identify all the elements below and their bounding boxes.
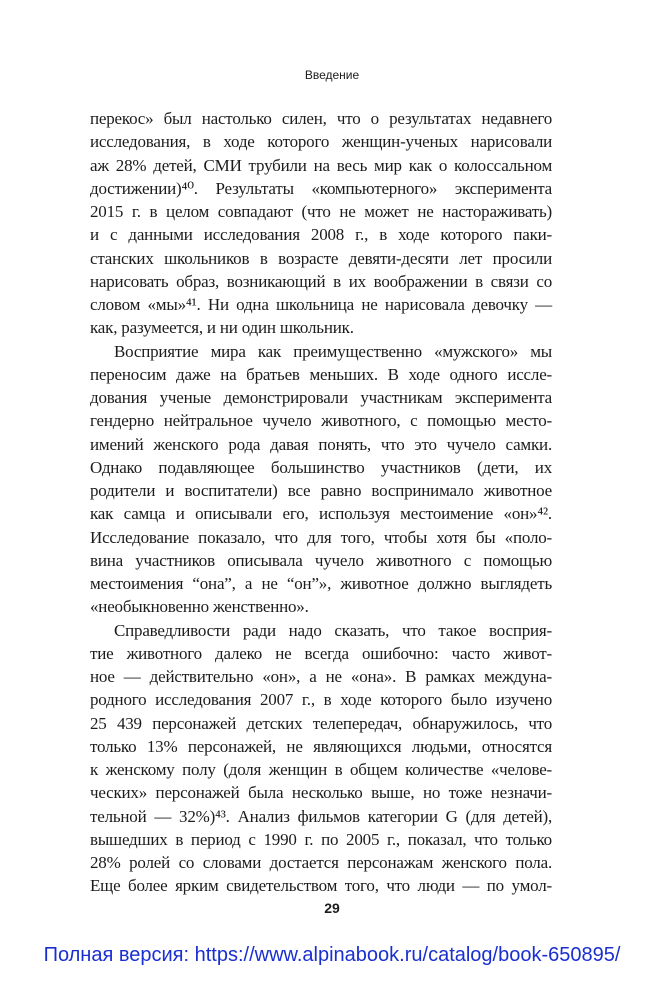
text-line: исследования, в ходе которого женщин-ученых нарисовали	[90, 132, 552, 152]
text-line: имений женского рода давая понять, что это чучело самки.	[90, 434, 552, 454]
text-line: Восприятие мира как преимущественно «мужского» мы	[114, 341, 552, 361]
text-line: 2015 г. в целом совпадают (что не может не настораживать)	[90, 202, 552, 221]
text-line: местоимения “она”, а не “он”», животное должно выглядеть	[90, 574, 552, 593]
text-line: гендерно нейтральное чучело животного, с помощью место-	[90, 411, 552, 431]
text-line: 28% ролей со словами достается персонажам женского пола.	[90, 853, 552, 872]
text-line: дования ученые демонстрировали участникам эксперимента	[90, 388, 552, 407]
text-line: словом «мы»⁴¹. Ни одна школьница не нарисовала девочку —	[90, 295, 552, 314]
text-line: Еще более ярким свидетельством того, что люди — по умол-	[90, 876, 552, 896]
text-line: родители и воспитатели) все равно воспринимало животное	[90, 481, 552, 500]
text-line: нарисовать образ, возникающий в их воображении в связи со	[90, 271, 552, 291]
text-line: вина участников описывала чучело животного с помощью	[90, 550, 552, 570]
text-line: ческих» персонажей была несколько выше, но тоже незначи-	[90, 783, 552, 803]
text-line: достижении)⁴⁰. Результаты «компьютерного» эксперимента	[90, 178, 552, 198]
paragraph-2	[90, 340, 552, 619]
text-line: ное — действительно «он», а не «она». В рамках междуна-	[90, 667, 552, 686]
text-line: только 13% персонажей, не являющихся людьми, относятся	[90, 736, 552, 756]
text-line: к женскому полу (доля женщин в общем количестве «челове-	[90, 760, 552, 779]
full-version-link[interactable]: Полная версия: https://www.alpinabook.ru/catalog/book-650895/	[43, 944, 621, 966]
running-header: Введение	[304, 68, 360, 82]
text-line: и с данными исследования 2008 г., в ходе которого паки-	[90, 225, 552, 245]
text-line: Справедливости ради надо сказать, что такое восприя-	[114, 620, 552, 640]
text-line: «необыкновенно женственно».	[90, 597, 309, 617]
text-line: вышедших в период с 1990 г. по 2005 г., показал, что только	[90, 829, 552, 849]
text-line: тие животного далеко не всегда ошибочно: часто живот-	[90, 643, 552, 663]
text-line: станских школьников в возрасте девяти-десяти лет просили	[90, 248, 552, 268]
text-line: как самца и описывали его, используя местоимение «он»⁴².	[90, 504, 552, 524]
text-line: Исследование показало, что для того, чтобы хотя бы «поло-	[90, 527, 552, 547]
text-line: 25 439 персонажей детских телепередач, обнаружилось, что	[90, 713, 552, 733]
text-line: перекос» был настолько силен, что о результатах недавнего	[90, 109, 552, 128]
paragraph-1	[90, 107, 552, 340]
body-text	[90, 107, 552, 898]
text-line: переносим даже на братьев меньших. В ходе одного иссле-	[90, 364, 552, 384]
paragraph-3	[90, 619, 552, 898]
text-line: Однако подавляющее большинство участников (дети, их	[90, 457, 552, 477]
text-line: как, разумеется, и ни один школьник.	[90, 318, 354, 338]
text-line: родного исследования 2007 г., в ходе которого было изучено	[90, 690, 552, 710]
text-line: аж 28% детей, СМИ трубили на весь мир как о колоссальном	[90, 155, 552, 175]
page-number: 29	[324, 900, 340, 916]
text-line: тельной — 32%)⁴³. Анализ фильмов категории G (для детей),	[90, 806, 552, 826]
